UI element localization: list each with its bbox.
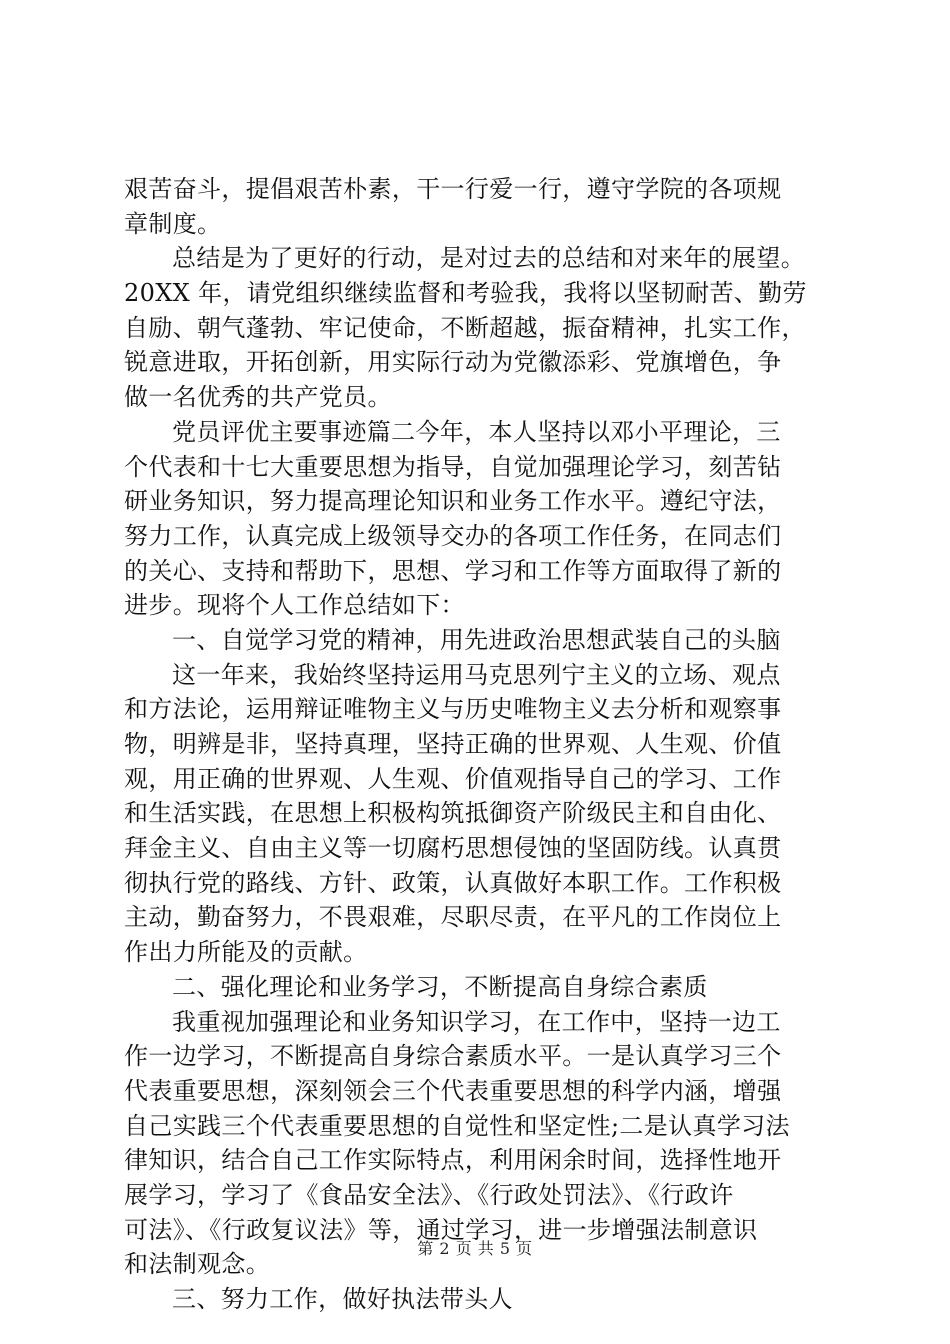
text-line: 二、强化理论和业务学习，不断提高自身综合素质 [172,972,708,1001]
page-number-label: 第 2 页 共 5 页 [417,1239,533,1258]
text-line: 党员评优主要事迹篇二今年，本人坚持以邓小平理论，三 [172,417,781,446]
text-line: 的关心、支持和帮助下，思想、学习和工作等方面取得了新的 [124,556,782,585]
text-line: 进步。现将个人工作总结如下： [124,591,465,620]
text-line: 代表重要思想，深刻领会三个代表重要思想的科学内涵，增强 [124,1076,782,1105]
text-line: 彻执行党的路线、方针、政策，认真做好本职工作。工作积极 [124,868,782,897]
page-footer [0,1238,950,1260]
text-line: 自励、朝气蓬勃、牢记使命，不断超越，振奋精神，扎实工作， [124,313,806,342]
text-line: 和生活实践，在思想上积极构筑抵御资产阶级民主和自由化、 [124,799,782,828]
text-line: 作出力所能及的贡献。 [124,938,368,967]
text-line: 这一年来，我始终坚持运用马克思列宁主义的立场、观点 [172,660,781,689]
text-line: 可法》、《行政复议法》等，通过学习，进一步增强法制意识 [124,1215,758,1244]
text-line: 和法制观念。 [124,1250,271,1279]
text-line: 一、自觉学习党的精神，用先进政治思想武装自己的头脑 [172,625,781,654]
text-line: 总结是为了更好的行动，是对过去的总结和对来年的展望。 [172,244,806,273]
text-line: 研业务知识，努力提高理论知识和业务工作水平。遵纪守法， [124,487,782,516]
text-line: 和方法论，运用辩证唯物主义与历史唯物主义去分析和观察事 [124,695,782,724]
text-line: 作一边学习，不断提高自身综合素质水平。一是认真学习三个 [124,1042,782,1071]
text-line: 主动，勤奋努力，不畏艰难，尽职尽责，在平凡的工作岗位上 [124,903,782,932]
text-line: 三、努力工作，做好执法带头人 [172,1285,513,1313]
document-body [124,172,836,1317]
text-line: 做一名优秀的共产党员。 [124,383,392,412]
text-line: 个代表和十七大重要思想为指导，自觉加强理论学习，刻苦钻 [124,452,782,481]
text-line: 展学习，学习了《食品安全法》、《行政处罚法》、《行政许 [124,1180,734,1209]
text-line: 锐意进取，开拓创新，用实际行动为党徽添彩、党旗增色，争 [124,348,782,377]
text-line: 拜金主义、自由主义等一切腐朽思想侵蚀的坚固防线。认真贯 [124,834,782,863]
text-line: 物，明辨是非，坚持真理，坚持正确的世界观、人生观、价值 [124,730,782,758]
text-line: 律知识，结合自己工作实际特点，利用闲余时间，选择性地开 [124,1146,782,1175]
text-line: 自己实践三个代表重要思想的自觉性和坚定性;二是认真学习法 [124,1111,790,1140]
text-line: 我重视加强理论和业务知识学习，在工作中，坚持一边工 [172,1007,781,1036]
text-line: 艰苦奋斗，提倡艰苦朴素，干一行爱一行，遵守学院的各项规 [124,175,782,203]
text-line: 观，用正确的世界观、人生观、价值观指导自己的学习、工作 [124,764,782,793]
text-line: 20XX 年，请党组织继续监督和考验我，我将以坚韧耐苦、勤劳 [124,279,807,308]
text-line: 章制度。 [124,209,222,238]
text-line: 努力工作，认真完成上级领导交办的各项工作任务，在同志们 [124,521,782,550]
